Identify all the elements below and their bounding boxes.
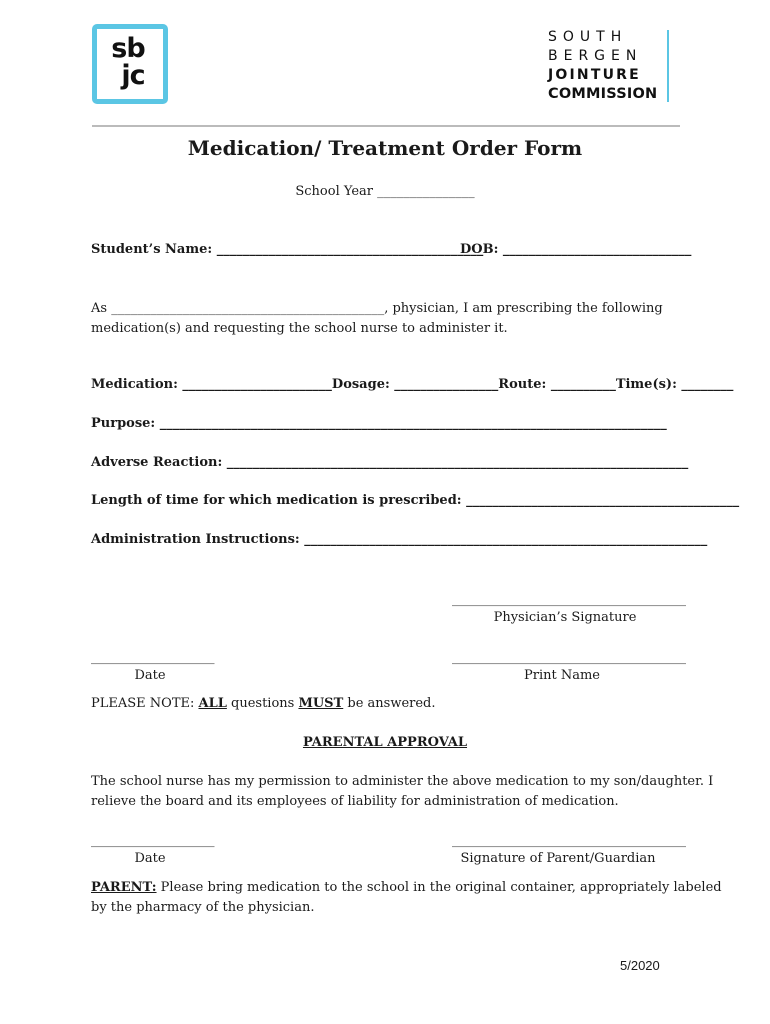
- date-label: Date: [134, 668, 166, 683]
- header-divider: [92, 125, 680, 127]
- org-line-1: SOUTH: [548, 29, 628, 45]
- print-name-label: Print Name: [524, 668, 600, 683]
- parental-approval-heading: PARENTAL APPROVAL: [302, 735, 468, 750]
- logo-text-bottom: jc: [121, 60, 145, 91]
- medication-dosage-route-time-field[interactable]: Medication: _______________________Dosage: ________________Route: __________Time(s): ________: [91, 377, 734, 392]
- parent-date-line[interactable]: ___________________: [91, 833, 215, 848]
- permission-line-2: relieve the board and its employees of liability for administration of medication.: [91, 794, 619, 809]
- parent-note-line-1: [91, 878, 722, 898]
- dob-field[interactable]: DOB: _____________________________: [460, 242, 692, 257]
- purpose-field[interactable]: Purpose: ______________________________________________________________________________: [91, 416, 667, 431]
- physician-statement-line-1[interactable]: As __________________________________________, physician, I am prescribing the following: [91, 301, 663, 316]
- org-line-2: BERGEN: [548, 48, 643, 64]
- parent-date-label: Date: [134, 851, 166, 866]
- please-note: [91, 694, 436, 714]
- note-must: MUST: [298, 696, 344, 711]
- school-year-field[interactable]: School Year _______________: [295, 184, 475, 199]
- parent-note-line-2: by the pharmacy of the physician.: [91, 900, 315, 915]
- adverse-reaction-field[interactable]: Adverse Reaction: _______________________________________________________________________: [91, 455, 689, 470]
- note-all: ALL: [198, 696, 227, 711]
- physician-statement-line-2: medication(s) and requesting the school nurse to administer it.: [91, 321, 508, 336]
- parent-signature-label: Signature of Parent/Guardian: [460, 851, 656, 866]
- org-line-3: JOINTURE: [548, 67, 641, 83]
- logo-text-top: sb: [111, 33, 145, 64]
- length-of-time-field[interactable]: Length of time for which medication is prescribed: __________________________________________: [91, 493, 740, 508]
- parent-note-label: PARENT:: [91, 880, 157, 895]
- parent-note-text-1: Please bring medication to the school in the original container, appropriately labeled: [156, 880, 722, 895]
- physician-signature-label: Physician’s Signature: [493, 610, 637, 625]
- print-name-line[interactable]: ____________________________________: [452, 650, 686, 665]
- note-suffix: be answered.: [343, 696, 436, 711]
- org-line-4: COMMISSION: [548, 86, 658, 102]
- note-prefix: PLEASE NOTE:: [91, 696, 199, 711]
- date-line[interactable]: ___________________: [91, 650, 215, 665]
- header-accent-bar: [667, 30, 669, 102]
- physician-signature-line[interactable]: ____________________________________: [452, 592, 686, 607]
- form-title: Medication/ Treatment Order Form: [187, 136, 583, 160]
- note-mid: questions: [226, 696, 299, 711]
- organization-name: [548, 28, 657, 104]
- revision-date: 5/2020: [620, 958, 660, 973]
- parent-signature-line[interactable]: ____________________________________: [452, 833, 686, 848]
- sbjc-logo: [92, 24, 168, 104]
- permission-line-1: The school nurse has my permission to administer the above medication to my son/daughter. I: [91, 774, 714, 789]
- student-name-field[interactable]: Student’s Name: _________________________________________: [91, 242, 484, 257]
- administration-instructions-field[interactable]: Administration Instructions: ______________________________________________________________: [91, 532, 708, 547]
